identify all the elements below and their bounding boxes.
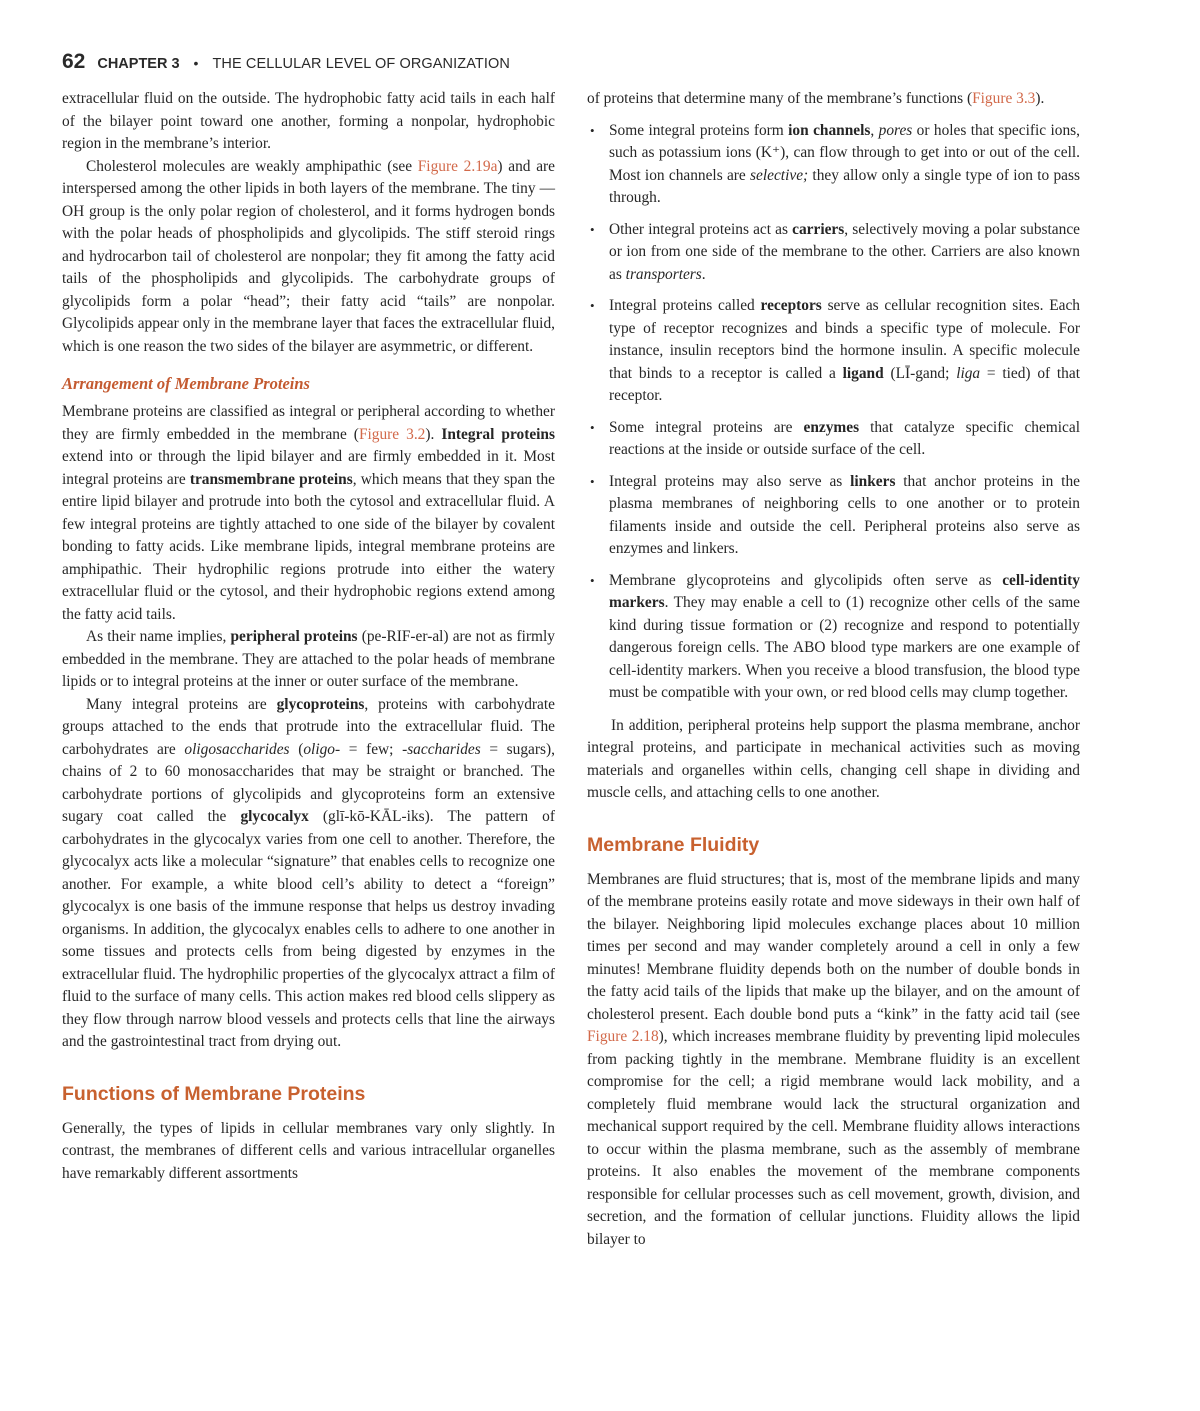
paragraph: Membrane proteins are classified as integral or peripheral according to whether they are firmly embedded in the membrane (Figure 3.2). Integral proteins extend into or through the lipid bilayer and are firmly embedded in it. Most integral proteins are transmembrane proteins, which means that they span the entire lipid bilayer and protrude into both the cytosol and extracellular fluid. A few integral proteins are tightly attached to one side of the bilayer by covalent bonding to fatty acids. Like membrane lipids, integral membrane proteins are amphipathic. Their hydrophilic regions protrude into either the watery extracellular fluid or the cytosol, and their hydrophobic regions extend among the fatty acid tails.	[62, 403, 555, 623]
figure-link[interactable]: Figure 3.3	[972, 90, 1036, 107]
section-heading: Functions of Membrane Proteins	[62, 1082, 366, 1105]
bullet-list	[587, 120, 1080, 705]
key-term: glycoproteins	[276, 695, 365, 713]
paragraph: extracellular fluid on the outside. The hydrophobic fatty acid tails in each half of the bilayer point toward one another, forming a nonpolar, hydrophobic region in the membrane’s interior.	[62, 90, 555, 152]
key-term: enzymes	[803, 418, 860, 436]
chapter-label: CHAPTER 3	[97, 56, 180, 72]
page-number: 62	[62, 50, 86, 73]
list-item: • Some integral proteins form ion channels, pores or holes that specific ions, such as potassium ions (K⁺), can flow through to get into or out of the cell. Most ion channels are selective; they allow only a single type of ion to pass through.	[590, 121, 1080, 206]
italic-term: -saccharides	[402, 740, 481, 758]
list-item: • Integral proteins may also serve as linkers that anchor proteins in the plasma membranes of neighboring cells to one another or to protein filaments inside and outside the cell. Peripheral proteins also serve as enzymes and linkers.	[590, 472, 1080, 557]
key-term: peripheral proteins	[230, 628, 358, 645]
paragraph: Generally, the types of lipids in cellular membranes vary only slightly. In contrast, the membranes of different cells and various intracellular organelles have remarkably different assortments	[62, 1119, 555, 1182]
paragraph: of proteins that determine many of the membrane’s functions (Figure 3.3).	[587, 90, 1045, 107]
key-term: Integral proteins	[441, 425, 555, 443]
key-term: glycocalyx	[240, 808, 309, 825]
italic-term: oligosaccharides	[184, 740, 290, 758]
bullet-marker: •	[590, 298, 595, 313]
list-item: • Membrane glycoproteins and glycolipids often serve as cell-identity markers. They may enable a cell to (1) recognize other cells of the same kind during tissue formation or (2) recognize and respond to potentially dangerous foreign cells. The ABO blood type markers are one example of cell-identity markers. When you receive a blood transfusion, the blood type must be compatible with your own, or red blood cells may clump together.	[590, 571, 1080, 701]
key-term: receptors	[760, 297, 822, 314]
key-term: cell-identity markers	[609, 571, 1080, 611]
paragraph: Cholesterol molecules are weakly amphipathic (see Figure 2.19a) and are interspersed among the other lipids in both layers of the membrane. The tiny —OH group is the only polar region of cholesterol, and it forms hydrogen bonds with the polar heads of phospholipids and glycolipids. The stiff steroid rings and hydrocarbon tail of cholesterol are nonpolar; they fit among the fatty acid tails of the phospholipids and glycolipids. The carbohydrate groups of glycolipids form a polar “head”; their fatty acid “tails” are nonpolar. Glycolipids appear only in the membrane layer that faces the extracellular fluid, which is one reason the two sides of the bilayer are asymmetric, or different.	[62, 157, 555, 355]
header-separator: •	[193, 55, 199, 71]
list-item: • Other integral proteins act as carriers, selectively moving a polar substance or ion from one side of the membrane to the other. Carriers are also known as transporters.	[590, 220, 1080, 283]
list-item: • Some integral proteins are enzymes that catalyze specific chemical reactions at the inside or outside surface of the cell.	[590, 418, 1080, 458]
bullet-marker: •	[590, 221, 595, 237]
key-term: ion channels	[788, 121, 871, 139]
list-item: • Integral proteins called receptors serve as cellular recognition sites. Each type of receptor recognizes and binds a specific type of molecule. For instance, insulin receptors bind the hormone insulin. A specific molecule that binds to a receptor is called a ligand (LĪ-gand; liga = tied) of that receptor.	[590, 297, 1080, 404]
bullet-marker: •	[590, 122, 595, 138]
section-heading: Membrane Fluidity	[587, 833, 760, 856]
subheading: Arrangement of Membrane Proteins	[62, 374, 310, 393]
paragraph: In addition, peripheral proteins help support the plasma membrane, anchor integral proteins, and participate in mechanical activities such as moving materials and organelles within cells, changing cell shape in dividing and muscle cells, and attaching cells to one another.	[587, 716, 1080, 801]
bullet-marker: •	[590, 572, 595, 588]
key-term: transmembrane proteins	[189, 470, 353, 488]
bullet-marker: •	[590, 473, 595, 489]
right-column	[587, 88, 1080, 1251]
paragraph: Many integral proteins are glycoproteins, proteins with carbohydrate groups attached to the ends that protrude into the extracellular fluid. The carbohydrates are oligosaccharides (oligo- = few; -saccharides = sugars), chains of 2 to 60 monosaccharides that may be straight or branched. The carbohydrate portions of glycolipids and glycoproteins form an extensive sugary coat called the glycocalyx (glī-kō-KĀL-iks). The pattern of carbohydrates in the glycocalyx varies from one cell to another. Therefore, the glycocalyx acts like a molecular “signature” that enables cells to recognize one another. For example, a white blood cell’s ability to detect a “foreign” glycocalyx is one basis of the immune response that helps us destroy invading organisms. In addition, the glycocalyx enables cells to adhere to one another in some tissues and protects cells from being digested by enzymes in the extracellular fluid. The hydrophilic properties of the glycocalyx attract a film of fluid to the surface of many cells. This action makes red blood cells slippery as they flow through narrow blood vessels and protects cells that line the airways and the gastrointestinal tract from drying out.	[62, 695, 555, 1050]
key-term: carriers	[792, 220, 845, 238]
key-term: ligand	[842, 364, 884, 382]
bullet-marker: •	[590, 419, 595, 435]
figure-link[interactable]: Figure 3.2	[358, 425, 426, 443]
paragraph: As their name implies, peripheral proteins (pe-RIF-er-al) are not as firmly embedded in the membrane. They are attached to the polar heads of membrane lipids or to integral proteins at the inner or outer surface of the membrane.	[62, 628, 555, 690]
figure-link[interactable]: Figure 2.18	[587, 1028, 659, 1045]
italic-term: oligo-	[303, 740, 341, 758]
left-column	[62, 88, 555, 1185]
running-header	[62, 50, 1082, 74]
chapter-title: THE CELLULAR LEVEL OF ORGANIZATION	[212, 56, 510, 72]
paragraph: Membranes are fluid structures; that is, most of the membrane lipids and many of the membrane proteins easily rotate and move sideways in their own half of the bilayer. Neighboring lipid molecules exchange places about 10 million times per second and may wander completely around a cell in only a few minutes! Membrane fluidity depends both on the number of double bonds in the fatty acid tails of the lipids that make up the bilayer, and on the amount of cholesterol present. Each double bond puts a “kink” in the fatty acid tail (see Figure 2.18), which increases membrane fluidity by preventing lipid molecules from packing tightly in the membrane. Membrane fluidity is an excellent compromise for the cell; a rigid membrane would lack mobility, and a completely fluid membrane would lack the structural organization and mechanical support required by the cell. Membrane fluidity allows interactions to occur within the plasma membrane, such as the assembly of membrane proteins. It also enables the movement of the membrane components responsible for cellular processes such as cell movement, growth, division, and secretion, and the formation of cellular junctions. Fluidity allows the lipid bilayer to	[587, 870, 1080, 1248]
figure-link[interactable]: Figure 2.19a	[417, 157, 498, 175]
key-term: linkers	[850, 472, 896, 490]
